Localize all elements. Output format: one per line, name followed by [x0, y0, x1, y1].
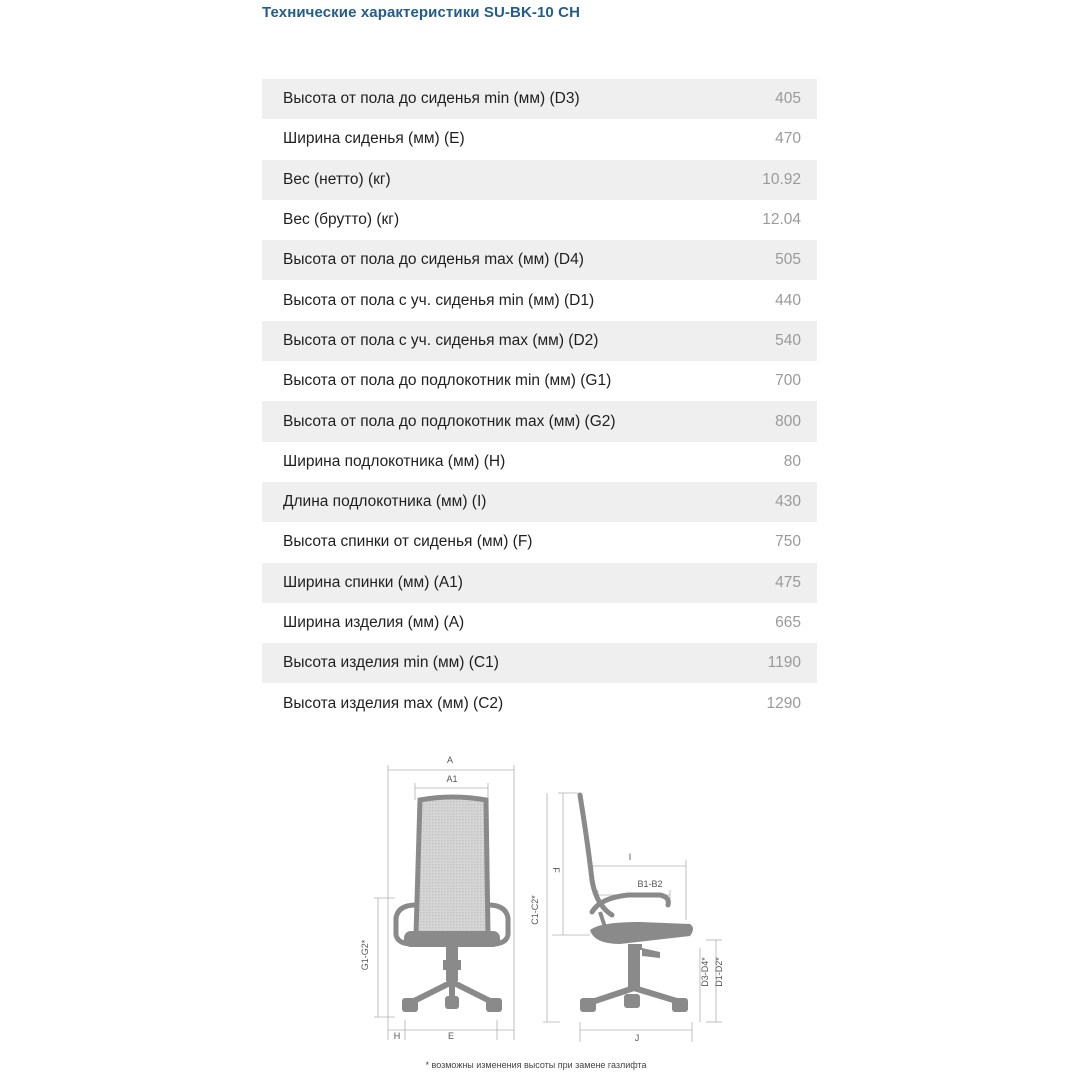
spec-label: Длина подлокотника (мм) (I)	[283, 493, 487, 511]
spec-table	[262, 79, 817, 724]
label-j: J	[634, 1033, 640, 1043]
spec-label: Вес (нетто) (кг)	[283, 170, 391, 188]
spec-row	[262, 563, 817, 603]
spec-row	[262, 240, 817, 280]
spec-label: Ширина подлокотника (мм) (H)	[283, 452, 506, 470]
spec-label: Ширина изделия (мм) (A)	[283, 614, 465, 631]
spec-label: Высота изделия max (мм) (C2)	[283, 694, 504, 712]
gaslift-side	[628, 950, 640, 988]
spec-row	[262, 160, 817, 200]
spec-value: 505	[775, 251, 801, 269]
spec-value: 405	[775, 90, 801, 108]
lever-side	[642, 948, 660, 958]
label-a1: A1	[446, 774, 458, 784]
label-d1d2: D1-D2*	[714, 957, 724, 987]
label-f: F	[551, 867, 561, 873]
spec-value: 800	[775, 412, 801, 430]
spec-label: Ширина спинки (мм) (A1)	[283, 573, 463, 591]
spec-label: Высота изделия min (мм) (C1)	[283, 654, 499, 672]
spec-value: 700	[775, 372, 801, 390]
seat-front	[404, 931, 500, 947]
backrest-front	[416, 797, 488, 939]
spec-row	[262, 522, 817, 562]
spec-value: 475	[775, 573, 801, 591]
spec-value: 540	[775, 331, 801, 349]
spec-row	[262, 603, 817, 643]
spec-row	[262, 683, 817, 723]
spec-row	[262, 643, 817, 683]
label-h: H	[393, 1031, 401, 1041]
label-g1g2: G1-G2*	[360, 939, 370, 971]
spec-row	[262, 200, 817, 240]
spec-label: Вес (брутто) (кг)	[283, 211, 400, 229]
spec-row	[262, 119, 817, 159]
page-title: Технические характеристики SU-BK-10 CH	[262, 4, 581, 21]
spec-label: Высота от пола до подлокотник min (мм) (G1)	[283, 372, 612, 390]
spec-row	[262, 442, 817, 482]
spec-row	[262, 361, 817, 401]
spec-value: 430	[775, 493, 801, 511]
gaslift-footnote: * возможны изменения высоты при замене газлифта	[425, 1060, 647, 1070]
spec-value: 665	[775, 614, 801, 631]
spec-label: Высота от пола до подлокотник max (мм) (G2)	[283, 412, 616, 430]
spec-label: Высота спинки от сиденья (мм) (F)	[283, 533, 533, 551]
label-e: E	[447, 1031, 455, 1041]
label-b1b2: B1-B2	[637, 879, 663, 889]
side-view	[543, 793, 722, 1042]
spec-value: 10.92	[762, 170, 801, 188]
chair-dimension-diagram	[340, 745, 760, 1085]
spec-label: Высота от пола до сиденья min (мм) (D3)	[283, 90, 580, 108]
spec-value: 470	[775, 130, 801, 148]
spec-value: 1190	[767, 654, 801, 672]
label-i: I	[628, 852, 632, 862]
spec-row	[262, 280, 817, 320]
label-a: A	[446, 755, 454, 765]
spec-value: 440	[775, 291, 801, 309]
label-d3d4: D3-D4*	[700, 957, 710, 987]
front-view	[374, 765, 514, 1040]
spec-row	[262, 79, 817, 119]
spec-row	[262, 401, 817, 441]
spec-row	[262, 482, 817, 522]
spec-label: Высота от пола с уч. сиденья max (мм) (D2)	[283, 331, 599, 349]
backrest-side	[580, 795, 612, 915]
spec-value: 80	[783, 452, 801, 470]
spec-value: 1290	[766, 694, 801, 712]
spec-row	[262, 321, 817, 361]
spec-label: Высота от пола до сиденья max (мм) (D4)	[283, 251, 584, 269]
spec-value: 12.04	[762, 211, 801, 229]
spec-value: 750	[775, 533, 801, 551]
spec-label: Ширина сиденья (мм) (E)	[283, 130, 465, 148]
spec-label: Высота от пола с уч. сиденья min (мм) (D1)	[283, 291, 595, 309]
seat-side	[590, 922, 693, 944]
label-c1c2: C1-C2*	[530, 895, 540, 925]
